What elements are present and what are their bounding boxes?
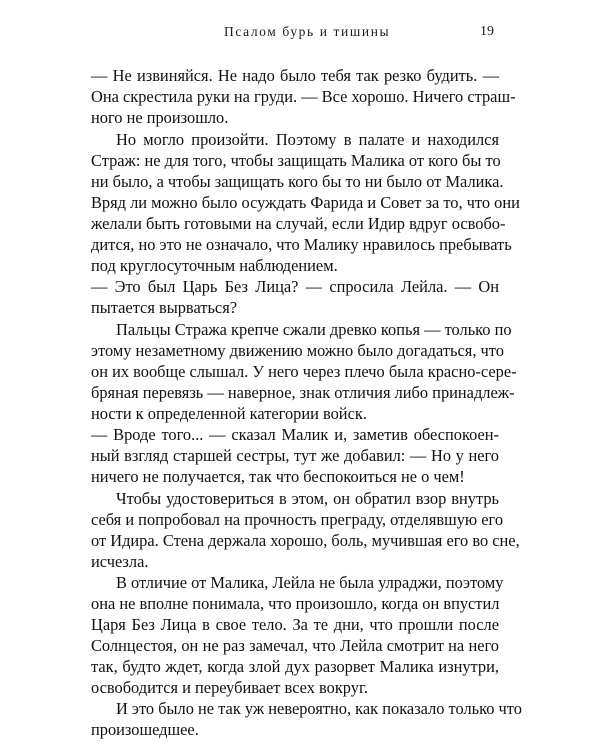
text-line: пытается вырваться? [91, 298, 238, 317]
text-line: исчезла. [91, 552, 149, 571]
text-line: ности к определенной категории войск. [91, 404, 367, 423]
text-line: — Вроде того... — сказал Малик и, заметив обеспокоен- [91, 425, 499, 444]
text-line: она не вполне понимала, что произошло, когда он впустил [91, 594, 500, 613]
text-line: желали быть готовыми на случай, если Идир вдруг освобо- [91, 214, 506, 233]
text-line: Но могло произойти. Поэтому в палате и находился [116, 130, 499, 149]
text-line: под круглосуточным наблюдением. [91, 256, 338, 275]
text-line: от Идира. Стена держала хорошо, боль, мучившая его во сне, [91, 531, 520, 550]
text-line: произошедшее. [91, 720, 199, 739]
text-line: И это было не так уж невероятно, как показало только что [116, 699, 522, 718]
text-line: он их вообще слышал. У него через плечо была красно-сере- [91, 362, 517, 381]
text-line: — Это был Царь Без Лица? — спросила Лейла. — Он [91, 277, 499, 296]
text-line: Вряд ли можно было осуждать Фарида и Совет за то, что они [91, 193, 520, 212]
text-line: Солнцестоя, он не раз замечал, что Лейла смотрит на него [91, 636, 499, 655]
text-line: дится, но это не означало, что Малику нравилось пребывать [91, 235, 512, 254]
text-line: Она скрестила руки на груди. — Все хорошо. Ничего страш- [91, 87, 516, 106]
text-line: — Не извиняйся. Не надо было тебя так резко будить. — [91, 66, 499, 85]
text-line: Страж: не для того, чтобы защищать Малика от кого бы то [91, 151, 501, 170]
text-line: бряная перевязь — наверное, знак отличия либо принадлеж- [91, 383, 515, 402]
text-line: Царя Без Лица в свое тело. За те дни, что прошли после [91, 615, 499, 634]
text-line: ного не произошло. [91, 108, 229, 127]
text-line: Пальцы Стража крепче сжали древко копья — только по [116, 320, 512, 339]
text-line: так, будто ждет, когда злой дух разорвет Малика изнутри, [91, 657, 499, 676]
text-line: ный взгляд старшей сестры, тут же добавил: — Но у него [91, 446, 499, 465]
text-line: В отличие от Малика, Лейла не была улраджи, поэтому [116, 573, 504, 592]
running-head-title: Псалом бурь и тишины [224, 24, 391, 39]
text-line: Чтобы удостовериться в этом, он обратил взор внутрь [116, 489, 499, 508]
text-line: этому незаметному движению можно было догадаться, что [91, 341, 504, 360]
text-line: освободится и переубивает всех вокруг. [91, 678, 368, 697]
text-line: ни было, а чтобы защищать кого бы то ни было от Малика. [91, 172, 504, 191]
text-line: ничего не получается, так что беспокоиться не о чем! [91, 467, 465, 486]
text-line: себя и попробовал на прочность преграду, отделявшую его [91, 510, 504, 529]
page-number: 19 [480, 24, 494, 39]
